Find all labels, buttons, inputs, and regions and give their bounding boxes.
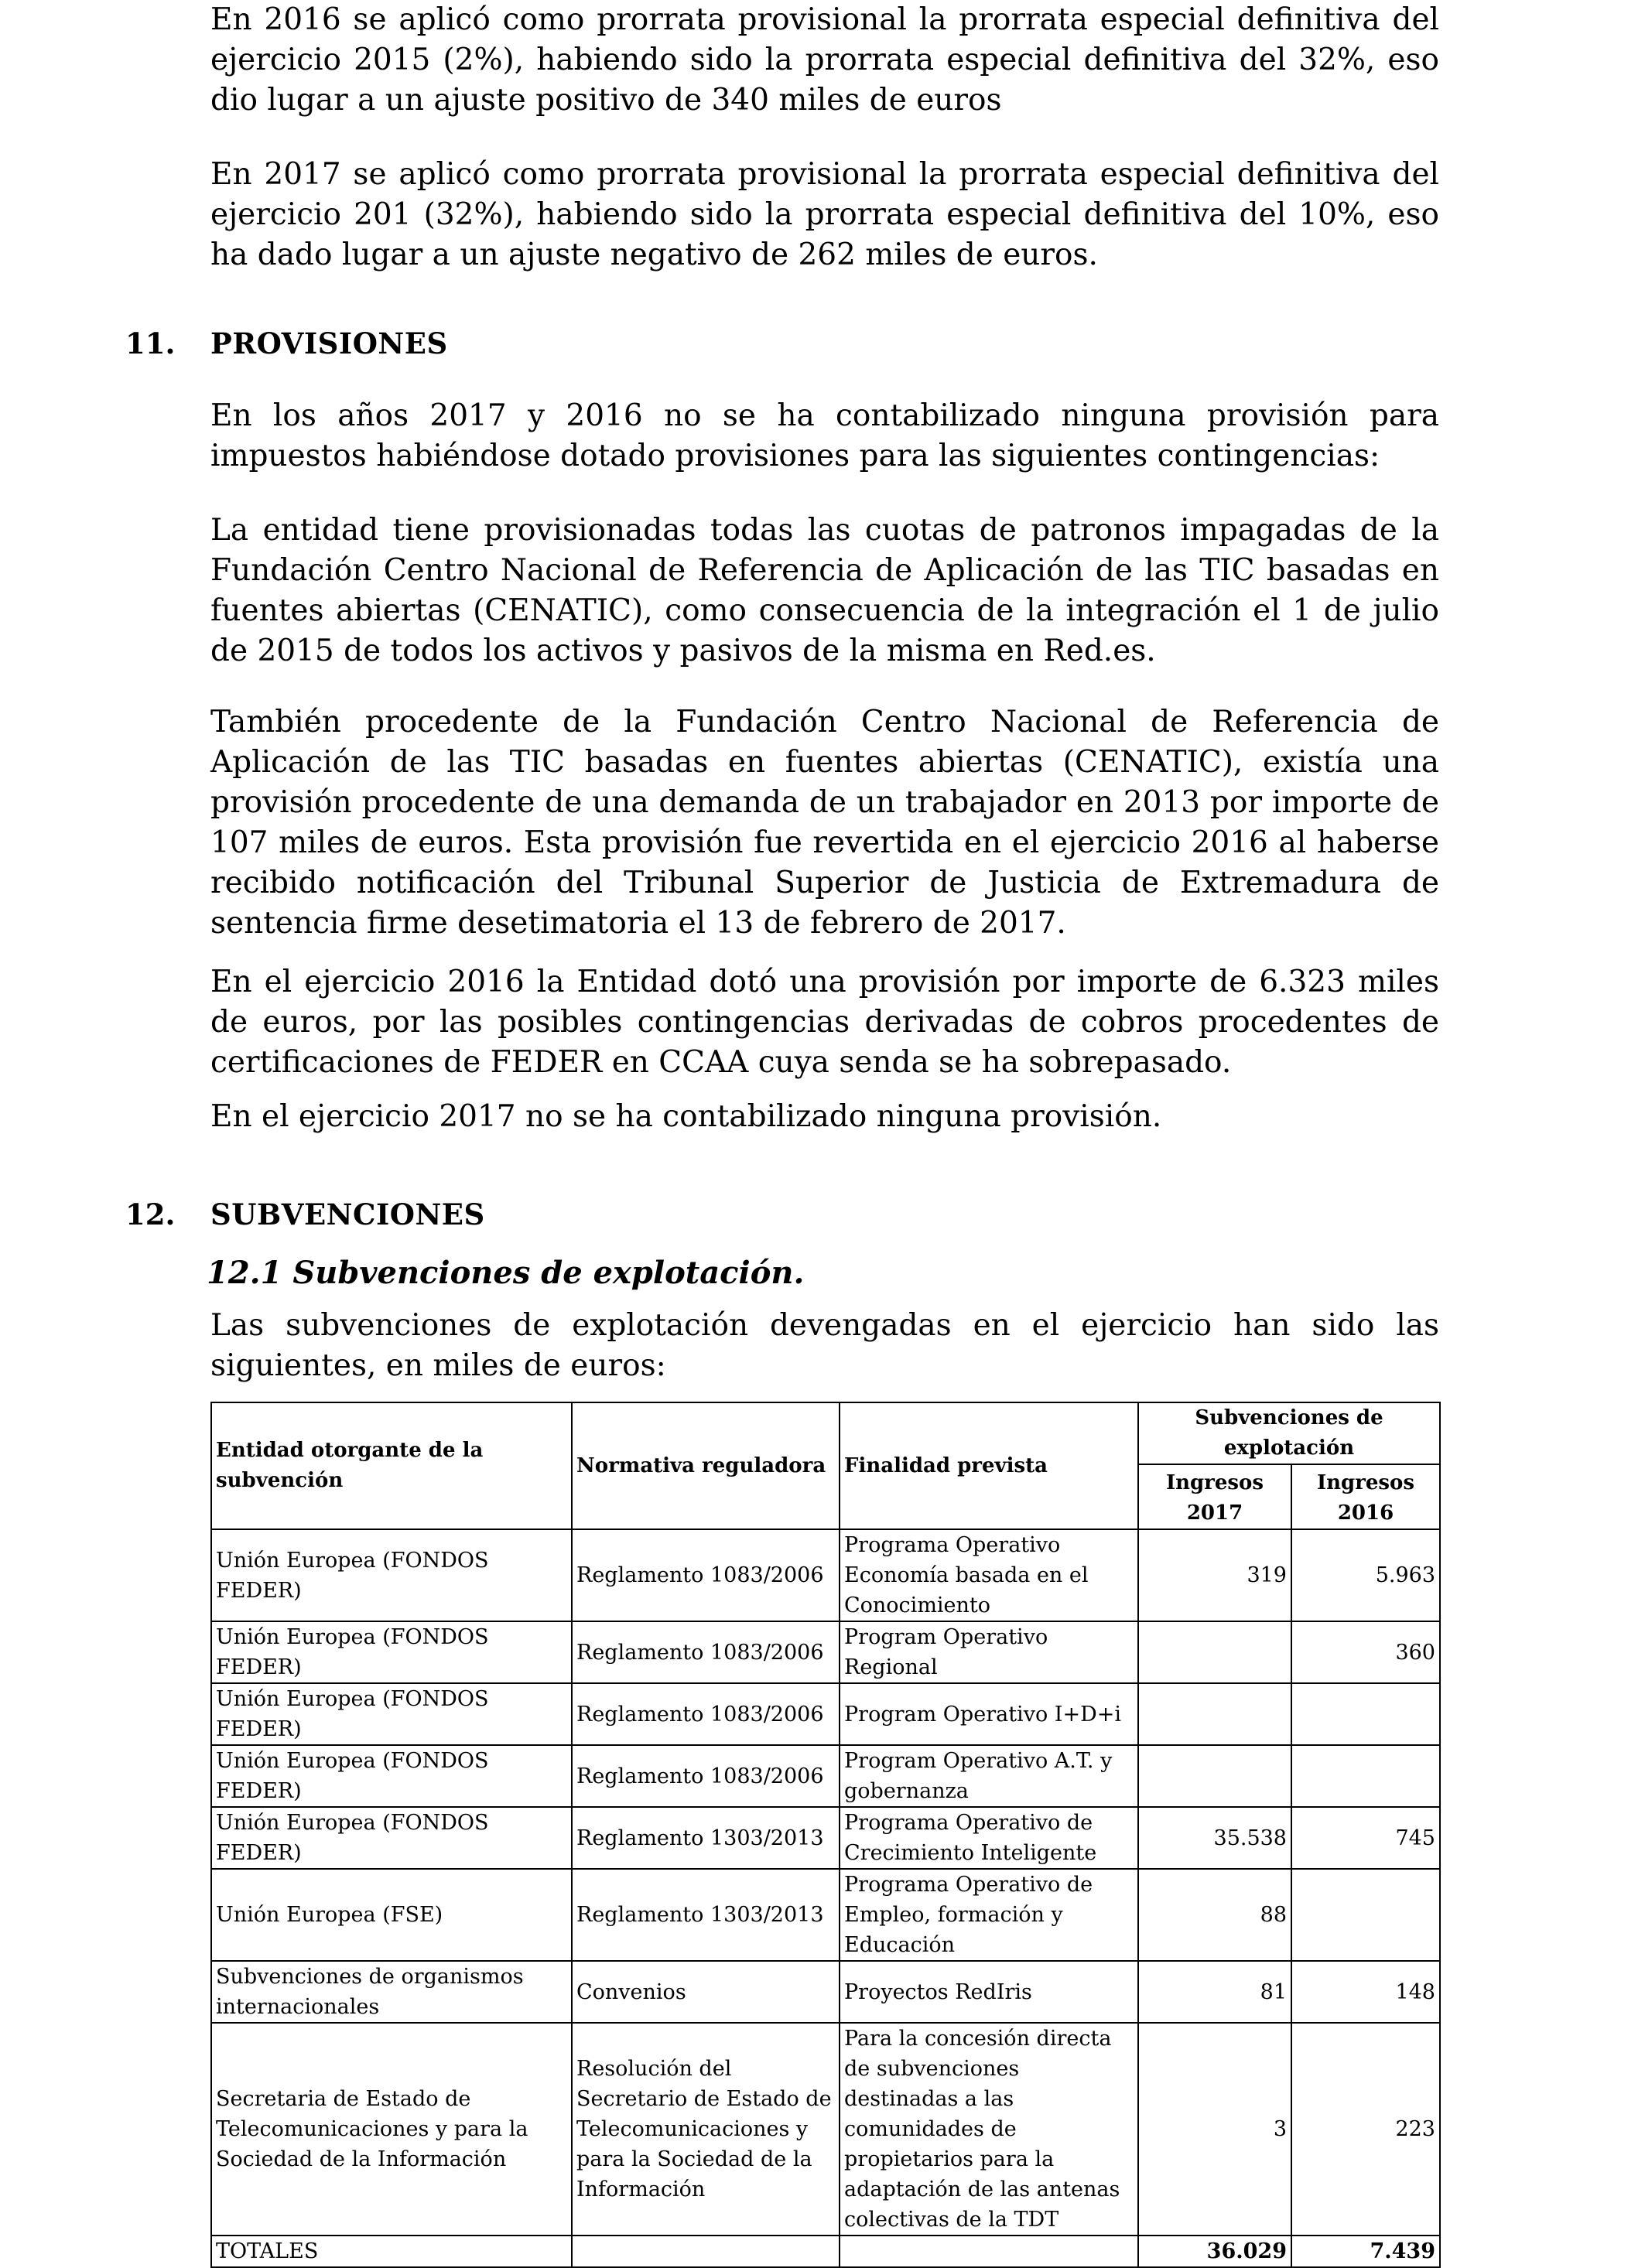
cell-purpose: Program Operativo I+D+i: [840, 1683, 1138, 1745]
cell-income-2017: 35.538: [1138, 1807, 1291, 1869]
cell-entity: Subvenciones de organismos internacionales: [211, 1961, 572, 2023]
table-row: [211, 1869, 1440, 1961]
cell-income-2017: 3: [1138, 2023, 1291, 2236]
header-entity: Entidad otorgante de la subvención: [211, 1402, 572, 1529]
section-11-paragraph-5: En el ejercicio 2017 no se ha contabilizado ninguna provisión.: [210, 1099, 1162, 1134]
cell-income-2017: 319: [1138, 1529, 1291, 1621]
intro-paragraph-1: En 2016 se aplicó como prorrata provisional la prorrata especial definitiva del ejercicio 2015 (2%), habiendo sido la prorrata especial definitiva del 32%, eso dio lugar a un ajuste positivo de 340 miles de euros: [210, 2, 1439, 118]
cell-entity: Unión Europea (FONDOS FEDER): [211, 1807, 572, 1869]
cell-regulation: Reglamento 1083/2006: [572, 1683, 840, 1745]
header-purpose: Finalidad prevista: [840, 1402, 1138, 1529]
cell-income-2016: [1291, 1745, 1440, 1807]
table-header-row-1: [211, 1402, 1440, 1464]
header-regulation: Normativa reguladora: [572, 1402, 840, 1529]
cell-income-2016: 360: [1291, 1621, 1440, 1683]
section-12-1-subheading: 12.1 Subvenciones de explotación.: [207, 1255, 805, 1291]
section-12-title: SUBVENCIONES: [210, 1197, 485, 1231]
cell-income-2016: 223: [1291, 2023, 1440, 2236]
intro-paragraph-2: En 2017 se aplicó como prorrata provisional la prorrata especial definitiva del ejercicio 201 (32%), habiendo sido la prorrata especial definitiva del 10%, eso ha dado lugar a un ajuste negativo de 262 miles de euros.: [210, 157, 1439, 272]
table-row: [211, 1621, 1440, 1683]
header-operating-grants-group: Subvenciones de explotación: [1138, 1402, 1440, 1464]
table-row: [211, 1961, 1440, 2023]
cell-income-2016: 5.963: [1291, 1529, 1440, 1621]
section-11-title: PROVISIONES: [210, 326, 448, 360]
table-row: [211, 1683, 1440, 1745]
cell-income-2017: 81: [1138, 1961, 1291, 2023]
cell-purpose: Programa Operativo de Empleo, formación y Educación: [840, 1869, 1138, 1961]
cell-income-2016: [1291, 1683, 1440, 1745]
cell-income-2016: [1291, 1869, 1440, 1961]
cell-purpose: Programa Operativo de Crecimiento Inteligente: [840, 1807, 1138, 1869]
section-11-paragraph-3: También procedente de la Fundación Centro Nacional de Referencia de Aplicación de las TIC basadas en fuentes abiertas (CENATIC), existía una provisión procedente de una demanda de un trabajador en 2013 por importe de 107 miles de euros. Esta provisión fue revertida en el ejercicio 2016 al haberse recibido notificación del Tribunal Superior de Justicia de Extremadura de sentencia firme desetimatoria el 13 de febrero de 2017.: [210, 705, 1439, 941]
cell-regulation: Reglamento 1083/2006: [572, 1745, 840, 1807]
cell-income-2017: [1138, 1683, 1291, 1745]
section-11-number: 11.: [125, 326, 176, 360]
section-12-intro: Las subvenciones de explotación devengadas en el ejercicio han sido las siguientes, en miles de euros:: [210, 1308, 1439, 1383]
section-11-paragraph-1: En los años 2017 y 2016 no se ha contabilizado ninguna provisión para impuestos habiéndose dotado provisiones para las siguientes contingencias:: [210, 398, 1439, 473]
table-row: [211, 1807, 1440, 1869]
totals-empty-cell: [840, 2236, 1138, 2267]
cell-regulation: Reglamento 1303/2013: [572, 1807, 840, 1869]
cell-entity: Secretaria de Estado de Telecomunicaciones y para la Sociedad de la Información: [211, 2023, 572, 2236]
cell-income-2017: [1138, 1745, 1291, 1807]
cell-income-2016: 148: [1291, 1961, 1440, 2023]
cell-regulation: Reglamento 1303/2013: [572, 1869, 840, 1961]
section-11-paragraph-4: En el ejercicio 2016 la Entidad dotó una provisión por importe de 6.323 miles de euros, por las posibles contingencias derivadas de cobros procedentes de certificaciones de FEDER en CCAA cuya senda se ha sobrepasado.: [210, 965, 1439, 1080]
cell-regulation: Convenios: [572, 1961, 840, 2023]
cell-purpose: Para la concesión directa de subvenciones destinadas a las comunidades de propietarios para la adaptación de las antenas colectivas de la TDT: [840, 2023, 1138, 2236]
cell-income-2017: 88: [1138, 1869, 1291, 1961]
cell-regulation: Reglamento 1083/2006: [572, 1621, 840, 1683]
cell-purpose: Proyectos RedIris: [840, 1961, 1138, 2023]
cell-entity: Unión Europea (FONDOS FEDER): [211, 1745, 572, 1807]
table-totals-row: [211, 2236, 1440, 2267]
cell-purpose: Program Operativo A.T. y gobernanza: [840, 1745, 1138, 1807]
totals-empty-cell: [572, 2236, 840, 2267]
totals-income-2017: 36.029: [1138, 2236, 1291, 2267]
cell-entity: Unión Europea (FSE): [211, 1869, 572, 1961]
cell-regulation: Reglamento 1083/2006: [572, 1529, 840, 1621]
cell-entity: Unión Europea (FONDOS FEDER): [211, 1529, 572, 1621]
header-income-2016: Ingresos 2016: [1291, 1464, 1440, 1529]
cell-purpose: Program Operativo Regional: [840, 1621, 1138, 1683]
cell-entity: Unión Europea (FONDOS FEDER): [211, 1683, 572, 1745]
cell-entity: Unión Europea (FONDOS FEDER): [211, 1621, 572, 1683]
cell-income-2016: 745: [1291, 1807, 1440, 1869]
section-12-number: 12.: [125, 1197, 176, 1231]
header-income-2017: Ingresos 2017: [1138, 1464, 1291, 1529]
table-row: [211, 1529, 1440, 1621]
cell-regulation: Resolución del Secretario de Estado de Telecomunicaciones y para la Sociedad de la Información: [572, 2023, 840, 2236]
cell-income-2017: [1138, 1621, 1291, 1683]
section-11-paragraph-2: La entidad tiene provisionadas todas las cuotas de patronos impagadas de la Fundación Centro Nacional de Referencia de Aplicación de las TIC basadas en fuentes abiertas (CENATIC), como consecuencia de la integración el 1 de julio de 2015 de todos los activos y pasivos de la misma en Red.es.: [210, 513, 1439, 668]
operating-grants-table: [210, 1402, 1441, 2268]
totals-income-2016: 7.439: [1291, 2236, 1440, 2267]
table-row: [211, 2023, 1440, 2236]
cell-purpose: Programa Operativo Economía basada en el Conocimiento: [840, 1529, 1138, 1621]
table-row: [211, 1745, 1440, 1807]
totals-label: TOTALES: [211, 2236, 572, 2267]
